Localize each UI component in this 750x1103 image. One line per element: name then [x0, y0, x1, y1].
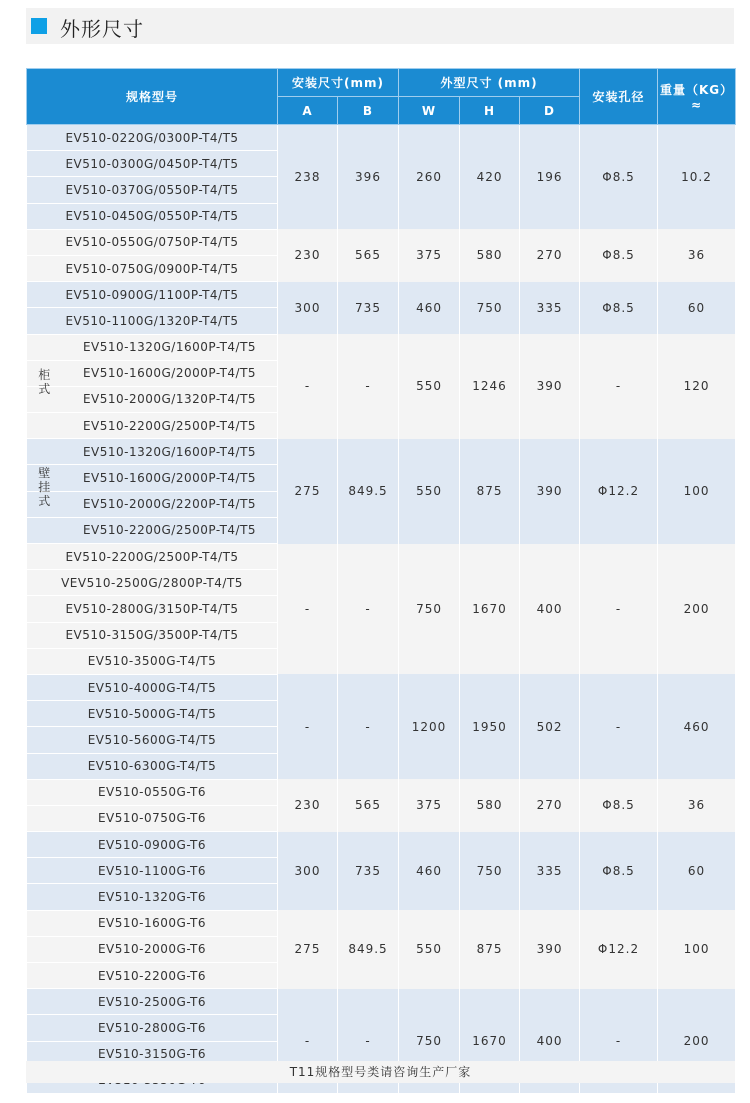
value-d: 270 [520, 779, 580, 831]
value-b: 849.5 [338, 439, 399, 544]
value-w: 550 [399, 334, 460, 439]
value-w: 260 [399, 125, 460, 230]
model-cell: EV510-5600G-T4/T5 [27, 727, 278, 753]
table-row [27, 334, 736, 360]
value-h: 1670 [460, 989, 520, 1093]
value-a: - [278, 989, 338, 1093]
footer-note: T11规格型号类请咨询生产厂家 [26, 1061, 735, 1083]
value-hole: Φ12.2 [580, 910, 658, 989]
value-a: - [278, 544, 338, 675]
value-hole: Φ8.5 [580, 125, 658, 230]
spec-group [27, 910, 736, 989]
value-a: 275 [278, 439, 338, 544]
header-w: W [399, 97, 460, 125]
value-w: 550 [399, 910, 460, 989]
value-d: 196 [520, 125, 580, 230]
model-cell: EV510-0550G-T6 [27, 779, 278, 805]
value-b: 396 [338, 125, 399, 230]
value-hole: Φ8.5 [580, 229, 658, 281]
spec-group [27, 544, 736, 675]
model-cell: EV510-2000G/1320P-T4/T5 [27, 386, 278, 412]
value-hole: - [580, 674, 658, 779]
table-row [27, 229, 736, 255]
value-d: 390 [520, 910, 580, 989]
value-a: 230 [278, 779, 338, 831]
value-d: 390 [520, 439, 580, 544]
value-b: 849.5 [338, 910, 399, 989]
model-cell: EV510-2800G/3150P-T4/T5 [27, 596, 278, 622]
value-h: 875 [460, 439, 520, 544]
value-hole: Φ12.2 [580, 439, 658, 544]
model-cell: EV510-2000G/2200P-T4/T5 [27, 491, 278, 517]
value-w: 1200 [399, 674, 460, 779]
mount-type-label: 柜 式 [38, 367, 51, 396]
model-cell: EV510-3150G/3500P-T4/T5 [27, 622, 278, 648]
value-weight: 36 [658, 229, 736, 281]
value-hole: - [580, 334, 658, 439]
table-row [27, 832, 736, 858]
model-cell: EV510-1100G-T6 [27, 858, 278, 884]
header-d: D [520, 97, 580, 125]
header-b: B [338, 97, 399, 125]
model-cell: EV510-2200G-T6 [27, 963, 278, 989]
value-b: 565 [338, 229, 399, 281]
header-h: H [460, 97, 520, 125]
model-cell: EV510-0300G/0450P-T4/T5 [27, 151, 278, 177]
table-row [27, 282, 736, 308]
table-row [27, 779, 736, 805]
model-cell: EV510-5000G-T4/T5 [27, 701, 278, 727]
value-a: 230 [278, 229, 338, 281]
model-cell: EV510-2200G/2500P-T4/T5 [27, 413, 278, 439]
spec-group [27, 832, 736, 911]
value-weight: 100 [658, 439, 736, 544]
model-cell: EV510-2800G-T6 [27, 1015, 278, 1041]
model-cell: EV510-2200G/2500P-T4/T5 [27, 544, 278, 570]
value-w: 750 [399, 544, 460, 675]
model-cell: EV510-3150G-T6 [27, 1041, 278, 1067]
value-b: - [338, 334, 399, 439]
model-cell: EV510-0900G-T6 [27, 832, 278, 858]
value-d: 400 [520, 989, 580, 1093]
value-h: 750 [460, 282, 520, 334]
value-d: 502 [520, 674, 580, 779]
table-row [27, 125, 736, 151]
value-h: 580 [460, 779, 520, 831]
value-h: 1950 [460, 674, 520, 779]
value-weight: 60 [658, 282, 736, 334]
header-outer-size: 外型尺寸 (mm) [399, 69, 580, 97]
table-row [27, 439, 736, 465]
value-w: 375 [399, 779, 460, 831]
model-cell: EV510-1600G/2000P-T4/T5 [27, 465, 278, 491]
value-hole: Φ8.5 [580, 832, 658, 911]
value-b: - [338, 544, 399, 675]
spec-group [27, 439, 736, 544]
model-cell: EV510-0750G/0900P-T4/T5 [27, 255, 278, 281]
model-cell: EV510-0750G-T6 [27, 805, 278, 831]
model-cell: EV510-0220G/0300P-T4/T5 [27, 125, 278, 151]
model-cell: EV510-0450G/0550P-T4/T5 [27, 203, 278, 229]
value-a: - [278, 334, 338, 439]
model-cell: EV510-1100G/1320P-T4/T5 [27, 308, 278, 334]
value-weight: 10.2 [658, 125, 736, 230]
table-row [27, 989, 736, 1015]
model-cell: EV510-2500G-T6 [27, 989, 278, 1015]
value-h: 875 [460, 910, 520, 989]
value-weight: 460 [658, 674, 736, 779]
model-cell: EV510-6300G-T4/T5 [27, 753, 278, 779]
value-weight: 200 [658, 989, 736, 1093]
table-row [27, 674, 736, 700]
value-weight: 200 [658, 544, 736, 675]
header-weight: 重量（KG）≈ [658, 69, 736, 125]
model-cell: EV510-1320G-T6 [27, 884, 278, 910]
model-cell: EV510-3500G-T4/T5 [27, 648, 278, 674]
model-cell: EV510-4000G-T4/T5 [27, 674, 278, 700]
table-row [27, 544, 736, 570]
spec-group [27, 125, 736, 230]
value-weight: 60 [658, 832, 736, 911]
value-b: 565 [338, 779, 399, 831]
header-model: 规格型号 [27, 69, 278, 125]
model-cell: EV510-0900G/1100P-T4/T5 [27, 282, 278, 308]
value-d: 335 [520, 832, 580, 911]
model-cell: EV510-2000G-T6 [27, 936, 278, 962]
header-mount-hole: 安装孔径 [580, 69, 658, 125]
model-cell: EV510-0550G/0750P-T4/T5 [27, 229, 278, 255]
value-d: 335 [520, 282, 580, 334]
value-h: 1670 [460, 544, 520, 675]
value-hole: Φ8.5 [580, 779, 658, 831]
value-hole: - [580, 544, 658, 675]
value-a: 275 [278, 910, 338, 989]
value-weight: 120 [658, 334, 736, 439]
header-install-size: 安装尺寸(mm) [278, 69, 399, 97]
value-a: 300 [278, 832, 338, 911]
model-cell: VEV510-2500G/2800P-T4/T5 [27, 570, 278, 596]
value-w: 550 [399, 439, 460, 544]
model-cell: EV510-1320G/1600P-T4/T5 柜 式 [27, 334, 278, 360]
model-cell: EV510-1600G-T6 [27, 910, 278, 936]
value-d: 270 [520, 229, 580, 281]
model-cell: EV510-2200G/2500P-T4/T5 [27, 517, 278, 543]
spec-group [27, 334, 736, 439]
value-hole: Φ8.5 [580, 282, 658, 334]
model-cell: EV510-1320G/1600P-T4/T5 壁 挂 式 [27, 439, 278, 465]
section-title: 外形尺寸 [60, 17, 144, 41]
spec-group [27, 674, 736, 779]
value-h: 420 [460, 125, 520, 230]
section-marker-icon [31, 18, 47, 34]
value-h: 580 [460, 229, 520, 281]
value-b: 735 [338, 282, 399, 334]
dimension-table [26, 68, 736, 1093]
value-d: 400 [520, 544, 580, 675]
value-hole: - [580, 989, 658, 1093]
value-w: 375 [399, 229, 460, 281]
value-d: 390 [520, 334, 580, 439]
spec-group [27, 282, 736, 334]
mount-type-label: 壁 挂 式 [38, 465, 51, 508]
value-w: 750 [399, 989, 460, 1093]
value-w: 460 [399, 832, 460, 911]
spec-group [27, 779, 736, 831]
header-a: A [278, 97, 338, 125]
value-w: 460 [399, 282, 460, 334]
value-weight: 36 [658, 779, 736, 831]
value-b: - [338, 989, 399, 1093]
value-h: 750 [460, 832, 520, 911]
model-cell: EV510-0370G/0550P-T4/T5 [27, 177, 278, 203]
table-row [27, 910, 736, 936]
value-a: - [278, 674, 338, 779]
value-a: 300 [278, 282, 338, 334]
spec-group [27, 229, 736, 281]
value-h: 1246 [460, 334, 520, 439]
model-cell: EV510-1600G/2000P-T4/T5 [27, 360, 278, 386]
value-weight: 100 [658, 910, 736, 989]
value-b: - [338, 674, 399, 779]
value-a: 238 [278, 125, 338, 230]
value-b: 735 [338, 832, 399, 911]
